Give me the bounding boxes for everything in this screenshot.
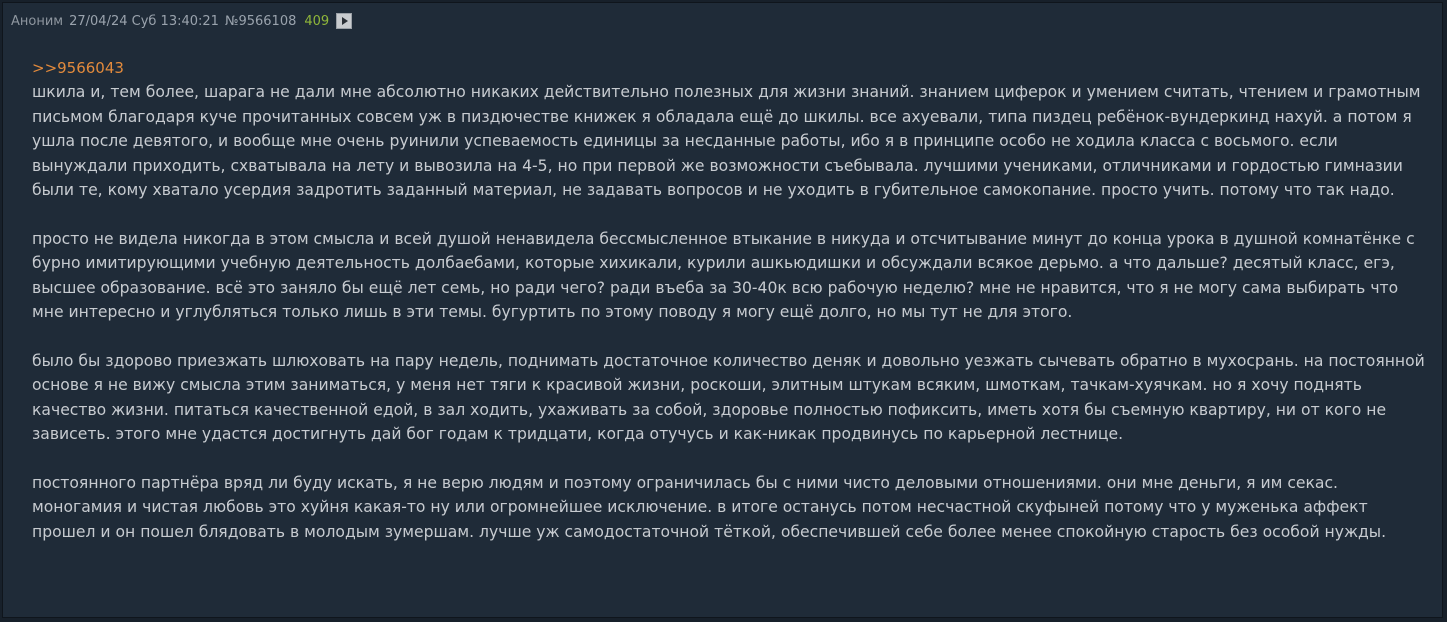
reply-count[interactable]: 409: [304, 13, 330, 29]
post-number[interactable]: №9566108: [224, 13, 297, 29]
post-date: 27/04/24 Суб 13:40:21: [69, 13, 219, 29]
play-icon[interactable]: [336, 13, 352, 29]
message-paragraph: шкила и, тем более, шарага не дали мне абсолютно никаких действительно полезных для жизни знаний. знанием циферок и умением считать, чтением и грамотным письмом благодаря куче прочитанных совсем уж в пиздючестве книжек я обладала ещё до шкилы. все ахуевали, типа пиздец ребёнок-вундеркинд нахуй. а потом я ушла после девятого, и вообще мне очень руинили успеваемость единицы за несданные работы, ибо я в принципе особо не ходила класса с восьмого. если вынуждали приходить, схватывала на лету и вывозила на 4-5, но при первой же возможности съебывала. лучшими учениками, отличниками и гордостью гимназии были те, кому хватало усердия задротить заданный материал, не задавать вопросов и не уходить в губительное самокопание. просто учить. потому что так надо.: [32, 83, 1421, 200]
message-paragraph: было бы здорово приезжать шлюховать на пару недель, поднимать достаточное количество деняк и довольно уезжать сычевать обратно в мухосрань. на постоянной основе я не вижу смысла этим заниматься, у меня нет тяги к красивой жизни, роскоши, элитным штукам всяким, шмоткам, тачкам-хуячкам. но я хочу поднять качество жизни. питаться качественной едой, в зал ходить, ухаживать за собой, здоровье полностью пофиксить, иметь хотя бы съемную квартиру, ни от кого не зависеть. этого мне удастся достигнуть дай бог годам к тридцати, когда отучусь и как-никак продвинусь по карьерной лестнице.: [32, 351, 1425, 444]
message-paragraph: постоянного партнёра вряд ли буду искать, я не верю людям и поэтому ограничилась бы с ними чисто деловыми отношениями. они мне деньги, я им секас. моногамия и чистая любовь это хуйня какая-то ну или огромнейшее исключение. в итоге останусь потом несчастной скуфыней потому что у муженька аффект прошел и он пошел блядовать в молодым зумершам. лучше уж самодостаточной тёткой, обеспечившей себе более менее спокойную старость без особой нужды.: [32, 473, 1387, 541]
message-paragraph: просто не видела никогда в этом смысла и всей душой ненавидела бессмысленное втыкание в никуда и отсчитывание минут до конца урока в душной комнатёнке с бурно имитирующими учебную деятельность долбаебами, которые хихикали, курили ашкьюдишки и обсуждали всякое дерьмо. а что дальше? десятый класс, егэ, высшее образование. всё это заняло бы ещё лет семь, но ради чего? ради въеба за 30-40к всю рабочую неделю? мне не нравится, что я не могу сама выбирать что мне интересно и углубляться только лишь в эти темы. бугуртить по этому поводу я могу ещё долго, но мы тут не для этого.: [32, 229, 1415, 322]
post: [2, 2, 1443, 618]
post-header: [11, 13, 352, 29]
post-author[interactable]: Аноним: [11, 13, 64, 29]
post-message: [32, 56, 1427, 568]
reply-link[interactable]: >>9566043: [32, 59, 124, 77]
